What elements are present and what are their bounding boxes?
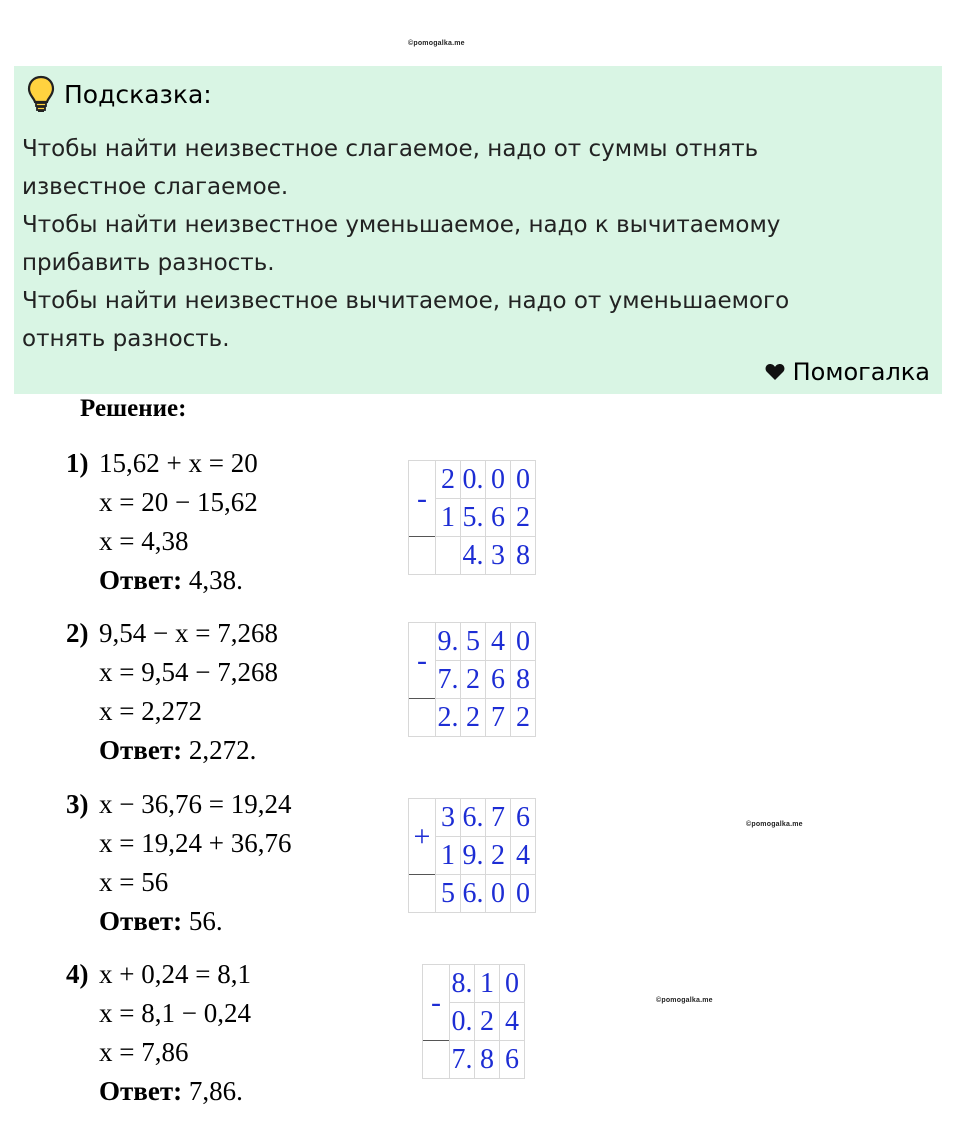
watermark-bottom: ©pomogalka.me	[656, 997, 713, 1004]
digit-cell: 6	[486, 499, 511, 537]
digit-cell: 0	[500, 965, 525, 1003]
digit-cell: 8	[511, 537, 536, 575]
step: x = 7,86	[99, 1037, 189, 1067]
operator-sign: -	[423, 965, 450, 1041]
hint-line: Чтобы найти неизвестное вычитаемое, надо от уменьшаемого	[22, 288, 790, 314]
hint-line: Чтобы найти неизвестное слагаемое, надо от суммы отнять	[22, 136, 759, 162]
digit-cell: 0	[486, 461, 511, 499]
digit-cell: 2	[436, 461, 461, 499]
digit-cell: 7.	[450, 1041, 475, 1079]
column-calculation-3	[408, 798, 536, 913]
digit-cell: 3	[486, 537, 511, 575]
answer-line	[99, 1076, 243, 1107]
problem-number: 4)	[66, 959, 89, 989]
answer-line	[99, 906, 223, 937]
answer-label: Ответ:	[99, 906, 183, 936]
digit-cell: 2	[511, 499, 536, 537]
digit-cell: 0.	[461, 461, 486, 499]
hint-box	[14, 66, 942, 394]
answer-label: Ответ:	[99, 735, 183, 765]
problem-number: 3)	[66, 789, 89, 819]
answer-label: Ответ:	[99, 1076, 183, 1106]
equation: x − 36,76 = 19,24	[99, 789, 292, 819]
digit-cell: 4.	[461, 537, 486, 575]
operator-sign: +	[409, 799, 436, 875]
result-rule	[423, 1041, 450, 1079]
digit-cell: 8.	[450, 965, 475, 1003]
digit-cell: 0	[486, 875, 511, 913]
digit-cell: 8	[511, 661, 536, 699]
digit-cell: 5.	[461, 499, 486, 537]
signature	[765, 358, 930, 386]
solution-title: Решение:	[80, 395, 187, 422]
hint-line: отнять разность.	[22, 326, 230, 352]
answer-line	[99, 735, 256, 766]
problem-number: 2)	[66, 618, 89, 648]
hint-line: прибавить разность.	[22, 250, 275, 276]
digit-cell: 1	[436, 837, 461, 875]
digit-cell: 6.	[461, 799, 486, 837]
digit-cell: 3	[436, 799, 461, 837]
step: x = 19,24 + 36,76	[99, 828, 292, 858]
answer-line	[99, 565, 243, 596]
result-rule	[409, 537, 436, 575]
column-calculation-2	[408, 622, 536, 737]
watermark-top: ©pomogalka.me	[408, 40, 465, 47]
digit-cell: 1	[475, 965, 500, 1003]
digit-cell: 0.	[450, 1003, 475, 1041]
digit-cell: 5	[436, 875, 461, 913]
digit-cell: 9.	[461, 837, 486, 875]
digit-cell: 9.	[436, 623, 461, 661]
step: x = 2,272	[99, 696, 202, 726]
result-rule	[409, 875, 436, 913]
digit-cell: 4	[500, 1003, 525, 1041]
hint-line: известное слагаемое.	[22, 174, 289, 200]
column-calculation-4	[422, 964, 525, 1079]
digit-cell: 0	[511, 875, 536, 913]
result-rule	[409, 699, 436, 737]
digit-cell: 4	[486, 623, 511, 661]
digit-cell: 2	[461, 699, 486, 737]
hint-text	[22, 130, 922, 358]
equation: 9,54 − x = 7,268	[99, 618, 278, 648]
digit-cell: 6.	[461, 875, 486, 913]
heart-icon	[765, 363, 785, 381]
digit-cell: 6	[486, 661, 511, 699]
answer-value: 56.	[188, 906, 223, 936]
digit-cell: 2	[486, 837, 511, 875]
digit-cell: 4	[511, 837, 536, 875]
lightbulb-icon	[26, 74, 56, 114]
hint-header	[26, 74, 212, 114]
digit-cell: 2	[475, 1003, 500, 1041]
column-calculation-1	[408, 460, 536, 575]
digit-cell: 7.	[436, 661, 461, 699]
equation: x + 0,24 = 8,1	[99, 959, 251, 989]
digit-cell: 1	[436, 499, 461, 537]
digit-cell: 7	[486, 699, 511, 737]
problem-number: 1)	[66, 448, 89, 478]
digit-cell: 2.	[436, 699, 461, 737]
digit-cell: 7	[486, 799, 511, 837]
digit-cell: 5	[461, 623, 486, 661]
step: x = 56	[99, 867, 169, 897]
step: x = 8,1 − 0,24	[99, 998, 251, 1028]
digit-cell: 0	[511, 623, 536, 661]
watermark-middle: ©pomogalka.me	[746, 821, 803, 828]
operator-sign: -	[409, 461, 436, 537]
hint-title: Подсказка:	[64, 79, 212, 109]
answer-label: Ответ:	[99, 565, 183, 595]
answer-value: 2,272.	[188, 735, 257, 765]
digit-cell: 8	[475, 1041, 500, 1079]
answer-value: 4,38.	[188, 565, 243, 595]
answer-value: 7,86.	[188, 1076, 243, 1106]
digit-cell: 0	[511, 461, 536, 499]
digit-cell: 2	[461, 661, 486, 699]
digit-cell	[436, 537, 461, 575]
step: x = 4,38	[99, 526, 189, 556]
step: x = 20 − 15,62	[99, 487, 258, 517]
signature-text: Помогалка	[792, 358, 930, 386]
digit-cell: 6	[500, 1041, 525, 1079]
digit-cell: 2	[511, 699, 536, 737]
step: x = 9,54 − 7,268	[99, 657, 278, 687]
hint-line: Чтобы найти неизвестное уменьшаемое, надо к вычитаемому	[22, 212, 781, 238]
operator-sign: -	[409, 623, 436, 699]
digit-cell: 6	[511, 799, 536, 837]
equation: 15,62 + x = 20	[99, 448, 258, 478]
